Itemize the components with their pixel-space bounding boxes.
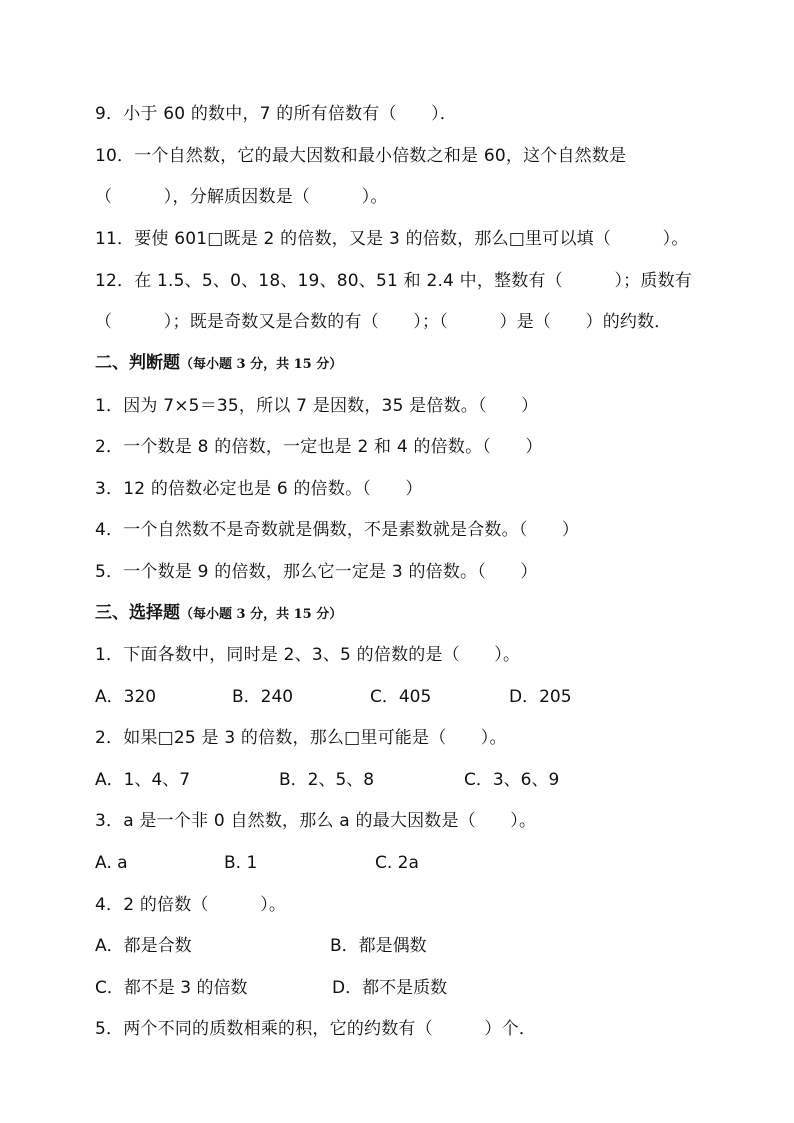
judgement-item-2: 2．一个数是 8 的倍数，一定也是 2 和 4 的倍数。（ ） bbox=[95, 437, 543, 457]
choice-4-option-c: C．都不是 3 的倍数 bbox=[95, 978, 248, 998]
question-10-line-2: （ ），分解质因数是（ ）。 bbox=[95, 187, 388, 207]
choice-2-option-c: C．3、6、9 bbox=[464, 770, 560, 790]
question-11: 11．要使 601□既是 2 的倍数，又是 3 的倍数，那么□里可以填（ ）。 bbox=[95, 229, 689, 249]
section-heading-judgement bbox=[95, 352, 342, 376]
section-score-note: （每小题 3 分，共 15 分） bbox=[180, 607, 343, 622]
judgement-item-5: 5．一个数是 9 的倍数，那么它一定是 3 的倍数。（ ） bbox=[95, 562, 538, 582]
judgement-item-3: 3．12 的倍数必定也是 6 的倍数。（ ） bbox=[95, 479, 423, 499]
judgement-item-4: 4．一个自然数不是奇数就是偶数，不是素数就是合数。（ ） bbox=[95, 520, 580, 540]
choice-question-5: 5．两个不同的质数相乘的积，它的约数有（ ）个． bbox=[95, 1019, 537, 1039]
choice-2-option-b: B．2、5、8 bbox=[279, 770, 375, 790]
choice-question-3: 3．a 是一个非 0 自然数，那么 a 的最大因数是（ ）。 bbox=[95, 811, 537, 831]
choice-1-option-b: B．240 bbox=[232, 687, 294, 707]
choice-4-option-a: A．都是合数 bbox=[95, 936, 192, 956]
choice-4-option-d: D．都不是质数 bbox=[332, 978, 448, 998]
choice-1-option-d: D．205 bbox=[509, 687, 572, 707]
choice-3-option-b: B. 1 bbox=[224, 853, 258, 873]
choice-1-option-c: C．405 bbox=[370, 687, 432, 707]
choice-1-option-a: A．320 bbox=[95, 687, 157, 707]
section-title: 二、判断题 bbox=[95, 353, 180, 373]
section-heading-choice bbox=[95, 602, 342, 626]
question-12-line-1: 12．在 1.5、5、0、18、19、80、51 和 2.4 中，整数有（ ）；质数有 bbox=[95, 271, 692, 291]
judgement-item-1: 1．因为 7×5＝35，所以 7 是因数，35 是倍数。（ ） bbox=[95, 396, 539, 416]
choice-4-option-b: B．都是偶数 bbox=[330, 936, 427, 956]
choice-question-4: 4．2 的倍数（ ）。 bbox=[95, 895, 287, 915]
choice-question-1: 1．下面各数中，同时是 2、3、5 的倍数的是（ ）。 bbox=[95, 645, 521, 665]
choice-question-2: 2．如果□25 是 3 的倍数，那么□里可能是（ ）。 bbox=[95, 728, 507, 748]
section-title: 三、选择题 bbox=[95, 603, 180, 623]
choice-3-option-c: C. 2a bbox=[375, 853, 419, 873]
choice-2-option-a: A．1、4、7 bbox=[95, 770, 191, 790]
question-10-line-1: 10．一个自然数，它的最大因数和最小倍数之和是 60，这个自然数是 bbox=[95, 146, 627, 166]
question-12-line-2: （ ）；既是奇数又是合数的有（ ）；（ ）是（ ）的约数． bbox=[95, 312, 672, 332]
section-score-note: （每小题 3 分，共 15 分） bbox=[180, 357, 343, 372]
choice-3-option-a: A. a bbox=[95, 853, 128, 873]
question-9: 9．小于 60 的数中，7 的所有倍数有（ ）． bbox=[95, 104, 457, 124]
